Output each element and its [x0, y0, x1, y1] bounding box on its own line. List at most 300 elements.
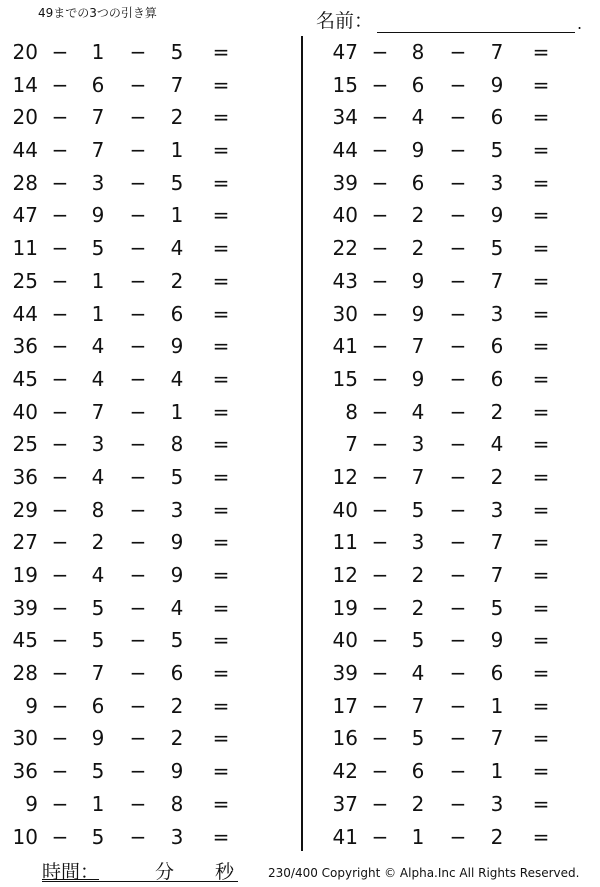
- equals-sign: =: [532, 759, 550, 784]
- second-number: 3: [91, 432, 105, 457]
- minus-sign: −: [371, 366, 389, 391]
- equals-sign: =: [532, 563, 550, 587]
- equals-sign: =: [212, 661, 230, 686]
- third-number: 8: [170, 791, 184, 816]
- minus-sign: −: [51, 759, 69, 784]
- problem-row: [0, 656, 300, 689]
- minus-sign: −: [371, 824, 389, 849]
- second-number: 6: [91, 72, 105, 97]
- minus-sign: −: [129, 40, 147, 64]
- third-number: 5: [490, 595, 504, 620]
- second-number: 2: [411, 236, 425, 261]
- first-number: 29: [12, 497, 38, 522]
- equals-sign: =: [212, 366, 230, 391]
- third-number: 5: [490, 236, 504, 261]
- second-number: 4: [411, 105, 425, 130]
- equals-sign: =: [212, 497, 230, 522]
- minus-sign: −: [449, 824, 467, 849]
- equals-sign: =: [212, 170, 230, 195]
- problem-row: [0, 68, 300, 101]
- problem-row: [320, 362, 600, 395]
- equals-sign: =: [532, 138, 550, 163]
- second-number: 4: [91, 366, 105, 391]
- minus-sign: −: [129, 464, 147, 489]
- minus-sign: −: [371, 563, 389, 587]
- first-number: 7: [345, 432, 358, 457]
- equals-sign: =: [532, 170, 550, 195]
- third-number: 9: [490, 628, 504, 653]
- problem-row: [0, 721, 300, 754]
- minus-sign: −: [51, 497, 69, 522]
- first-number: 41: [332, 334, 358, 359]
- minus-sign: −: [51, 301, 69, 326]
- second-number: 7: [411, 334, 425, 359]
- problem-row: [320, 460, 600, 493]
- equals-sign: =: [532, 432, 550, 457]
- third-number: 7: [490, 268, 504, 293]
- problem-row: [0, 591, 300, 624]
- minus-sign: −: [449, 40, 467, 64]
- equals-sign: =: [212, 399, 230, 424]
- minus-sign: −: [371, 399, 389, 424]
- minus-sign: −: [371, 530, 389, 555]
- minus-sign: −: [449, 236, 467, 261]
- minus-sign: −: [129, 268, 147, 293]
- minus-sign: −: [371, 236, 389, 261]
- problem-row: [320, 787, 600, 820]
- equals-sign: =: [532, 661, 550, 686]
- first-number: 20: [12, 40, 38, 64]
- third-number: 4: [490, 432, 504, 457]
- first-number: 14: [12, 72, 38, 97]
- minus-sign: −: [371, 203, 389, 228]
- first-number: 40: [332, 497, 358, 522]
- minus-sign: −: [129, 563, 147, 587]
- problem-row: [0, 623, 300, 656]
- third-number: 6: [490, 105, 504, 130]
- minus-sign: −: [371, 138, 389, 163]
- problem-row: [320, 395, 600, 428]
- second-number: 6: [411, 759, 425, 784]
- third-number: 5: [490, 138, 504, 163]
- minus-sign: −: [129, 170, 147, 195]
- equals-sign: =: [212, 138, 230, 163]
- minus-sign: −: [51, 366, 69, 391]
- problem-row: [320, 297, 600, 330]
- equals-sign: =: [212, 628, 230, 653]
- problem-row: [0, 460, 300, 493]
- equals-sign: =: [532, 334, 550, 359]
- time-blank-line[interactable]: [42, 881, 238, 882]
- name-field-area: [316, 6, 582, 33]
- third-number: 2: [490, 399, 504, 424]
- first-number: 25: [12, 432, 38, 457]
- first-number: 25: [12, 268, 38, 293]
- third-number: 1: [170, 399, 184, 424]
- first-number: 15: [332, 366, 358, 391]
- minus-sign: −: [371, 301, 389, 326]
- problem-row: [320, 721, 600, 754]
- second-number: 3: [411, 530, 425, 555]
- minus-sign: −: [129, 693, 147, 718]
- minus-sign: −: [129, 791, 147, 816]
- minus-sign: −: [371, 40, 389, 64]
- third-number: 5: [170, 40, 184, 64]
- problem-row: [320, 623, 600, 656]
- third-number: 1: [170, 203, 184, 228]
- third-number: 7: [490, 726, 504, 751]
- minus-sign: −: [51, 563, 69, 587]
- third-number: 1: [490, 759, 504, 784]
- minus-sign: −: [129, 432, 147, 457]
- minus-sign: −: [449, 105, 467, 130]
- minus-sign: −: [449, 628, 467, 653]
- equals-sign: =: [532, 497, 550, 522]
- second-number: 5: [91, 236, 105, 261]
- third-number: 2: [170, 105, 184, 130]
- equals-sign: =: [212, 824, 230, 849]
- first-number: 15: [332, 72, 358, 97]
- third-number: 3: [490, 497, 504, 522]
- problem-row: [320, 231, 600, 264]
- first-number: 28: [12, 661, 38, 686]
- third-number: 6: [170, 301, 184, 326]
- left-problem-column: [0, 35, 300, 852]
- name-end-mark: .: [577, 14, 583, 33]
- third-number: 5: [170, 464, 184, 489]
- minus-sign: −: [449, 366, 467, 391]
- minus-sign: −: [371, 268, 389, 293]
- time-label: 時間：: [42, 861, 100, 883]
- minus-sign: −: [51, 464, 69, 489]
- problem-row: [320, 591, 600, 624]
- problem-row: [320, 689, 600, 722]
- minus-sign: −: [129, 824, 147, 849]
- third-number: 3: [490, 170, 504, 195]
- equals-sign: =: [532, 399, 550, 424]
- first-number: 27: [12, 530, 38, 555]
- first-number: 42: [332, 759, 358, 784]
- second-number: 2: [411, 791, 425, 816]
- second-number: 1: [91, 301, 105, 326]
- first-number: 44: [12, 301, 38, 326]
- equals-sign: =: [212, 759, 230, 784]
- first-number: 9: [25, 693, 38, 718]
- first-number: 47: [332, 40, 358, 64]
- equals-sign: =: [532, 595, 550, 620]
- minus-sign: −: [129, 301, 147, 326]
- minus-sign: −: [51, 726, 69, 751]
- minus-sign: −: [371, 170, 389, 195]
- second-number: 1: [411, 824, 425, 849]
- minus-sign: −: [449, 759, 467, 784]
- third-number: 7: [170, 72, 184, 97]
- third-number: 2: [170, 693, 184, 718]
- first-number: 39: [12, 595, 38, 620]
- second-number: 9: [91, 203, 105, 228]
- third-number: 9: [170, 759, 184, 784]
- minus-sign: −: [129, 661, 147, 686]
- equals-sign: =: [212, 791, 230, 816]
- minus-sign: −: [129, 530, 147, 555]
- minus-sign: −: [51, 203, 69, 228]
- second-number: 7: [411, 464, 425, 489]
- minus-sign: −: [129, 399, 147, 424]
- equals-sign: =: [212, 301, 230, 326]
- second-number: 3: [411, 432, 425, 457]
- first-number: 12: [332, 563, 358, 587]
- problem-row: [0, 787, 300, 820]
- equals-sign: =: [212, 595, 230, 620]
- problem-row: [320, 820, 600, 853]
- problem-row: [320, 525, 600, 558]
- second-number: 2: [91, 530, 105, 555]
- second-number: 9: [411, 301, 425, 326]
- problem-row: [320, 100, 600, 133]
- second-number: 6: [411, 170, 425, 195]
- problem-row: [0, 198, 300, 231]
- minus-sign: −: [51, 661, 69, 686]
- minus-sign: −: [51, 40, 69, 64]
- second-number: 7: [91, 661, 105, 686]
- minus-sign: −: [51, 268, 69, 293]
- third-number: 2: [170, 726, 184, 751]
- third-number: 6: [490, 366, 504, 391]
- first-number: 34: [332, 105, 358, 130]
- minus-sign: −: [449, 693, 467, 718]
- second-number: 1: [91, 791, 105, 816]
- minus-sign: −: [449, 595, 467, 620]
- problem-row: [0, 35, 300, 68]
- minus-sign: −: [371, 105, 389, 130]
- problem-row: [0, 133, 300, 166]
- minus-sign: −: [449, 530, 467, 555]
- third-number: 3: [490, 791, 504, 816]
- third-number: 9: [170, 334, 184, 359]
- column-divider: [301, 36, 303, 851]
- equals-sign: =: [532, 628, 550, 653]
- problem-row: [0, 166, 300, 199]
- minus-sign: −: [129, 366, 147, 391]
- equals-sign: =: [212, 105, 230, 130]
- equals-sign: =: [212, 203, 230, 228]
- minus-sign: −: [449, 464, 467, 489]
- second-number: 3: [91, 170, 105, 195]
- equals-sign: =: [532, 464, 550, 489]
- second-number: 5: [411, 726, 425, 751]
- equals-sign: =: [532, 366, 550, 391]
- third-number: 1: [490, 693, 504, 718]
- second-number: 9: [411, 366, 425, 391]
- third-number: 9: [490, 72, 504, 97]
- second-number: 9: [411, 138, 425, 163]
- third-number: 4: [170, 366, 184, 391]
- third-number: 9: [170, 563, 184, 587]
- second-number: 5: [91, 628, 105, 653]
- minus-sign: −: [449, 203, 467, 228]
- first-number: 11: [332, 530, 358, 555]
- equals-sign: =: [532, 72, 550, 97]
- problem-row: [320, 68, 600, 101]
- second-number: 2: [411, 203, 425, 228]
- minus-sign: −: [371, 464, 389, 489]
- seconds-label: 秒: [215, 861, 235, 883]
- first-number: 36: [12, 759, 38, 784]
- third-number: 2: [490, 464, 504, 489]
- problem-row: [0, 493, 300, 526]
- problem-row: [0, 264, 300, 297]
- name-blank-line[interactable]: [377, 12, 575, 33]
- equals-sign: =: [212, 563, 230, 587]
- first-number: 40: [12, 399, 38, 424]
- copyright-text: 230/400 Copyright © Alpha.Inc All Rights Reserved.: [268, 866, 580, 880]
- minus-sign: −: [51, 72, 69, 97]
- right-problem-column: [320, 35, 600, 852]
- minus-sign: −: [51, 693, 69, 718]
- equals-sign: =: [532, 268, 550, 293]
- minus-sign: −: [51, 105, 69, 130]
- second-number: 1: [91, 268, 105, 293]
- third-number: 4: [170, 595, 184, 620]
- first-number: 12: [332, 464, 358, 489]
- third-number: 7: [490, 563, 504, 587]
- problem-row: [0, 329, 300, 362]
- minus-sign: −: [449, 497, 467, 522]
- equals-sign: =: [532, 726, 550, 751]
- minus-sign: −: [51, 170, 69, 195]
- problem-row: [0, 395, 300, 428]
- minus-sign: −: [51, 236, 69, 261]
- equals-sign: =: [212, 268, 230, 293]
- minus-sign: −: [51, 530, 69, 555]
- minus-sign: −: [449, 563, 467, 587]
- equals-sign: =: [532, 236, 550, 261]
- minus-sign: −: [51, 791, 69, 816]
- first-number: 8: [345, 399, 358, 424]
- minus-sign: −: [129, 72, 147, 97]
- minus-sign: −: [371, 693, 389, 718]
- minus-sign: −: [371, 432, 389, 457]
- problem-row: [320, 133, 600, 166]
- problem-row: [0, 362, 300, 395]
- equals-sign: =: [212, 693, 230, 718]
- third-number: 4: [170, 236, 184, 261]
- problem-row: [320, 264, 600, 297]
- problem-row: [320, 754, 600, 787]
- first-number: 11: [12, 236, 38, 261]
- first-number: 44: [12, 138, 38, 163]
- minus-sign: −: [129, 497, 147, 522]
- third-number: 3: [170, 824, 184, 849]
- first-number: 36: [12, 464, 38, 489]
- second-number: 8: [411, 40, 425, 64]
- third-number: 3: [490, 301, 504, 326]
- equals-sign: =: [212, 40, 230, 64]
- second-number: 6: [91, 693, 105, 718]
- second-number: 4: [91, 334, 105, 359]
- equals-sign: =: [532, 693, 550, 718]
- equals-sign: =: [532, 105, 550, 130]
- minus-sign: −: [449, 432, 467, 457]
- third-number: 1: [170, 138, 184, 163]
- name-label: 名前：: [316, 10, 374, 32]
- equals-sign: =: [532, 530, 550, 555]
- equals-sign: =: [212, 72, 230, 97]
- minus-sign: −: [449, 138, 467, 163]
- minus-sign: −: [129, 628, 147, 653]
- third-number: 2: [170, 268, 184, 293]
- equals-sign: =: [532, 791, 550, 816]
- first-number: 19: [12, 563, 38, 587]
- second-number: 7: [411, 693, 425, 718]
- problem-row: [0, 558, 300, 591]
- minus-sign: −: [371, 628, 389, 653]
- second-number: 8: [91, 497, 105, 522]
- first-number: 40: [332, 203, 358, 228]
- third-number: 7: [490, 530, 504, 555]
- first-number: 44: [332, 138, 358, 163]
- equals-sign: =: [532, 40, 550, 64]
- third-number: 9: [490, 203, 504, 228]
- second-number: 4: [411, 661, 425, 686]
- minus-sign: −: [449, 301, 467, 326]
- first-number: 9: [25, 791, 38, 816]
- minus-sign: −: [449, 791, 467, 816]
- problem-row: [320, 329, 600, 362]
- minus-sign: −: [449, 268, 467, 293]
- minus-sign: −: [371, 726, 389, 751]
- second-number: 5: [91, 824, 105, 849]
- minus-sign: −: [51, 595, 69, 620]
- equals-sign: =: [212, 334, 230, 359]
- second-number: 5: [411, 497, 425, 522]
- second-number: 5: [91, 759, 105, 784]
- minus-sign: −: [371, 791, 389, 816]
- minus-sign: −: [51, 432, 69, 457]
- problem-row: [320, 198, 600, 231]
- first-number: 37: [332, 791, 358, 816]
- third-number: 5: [170, 628, 184, 653]
- problem-row: [0, 689, 300, 722]
- equals-sign: =: [212, 464, 230, 489]
- minus-sign: −: [371, 497, 389, 522]
- first-number: 41: [332, 824, 358, 849]
- equals-sign: =: [212, 530, 230, 555]
- second-number: 7: [91, 138, 105, 163]
- minus-sign: −: [51, 334, 69, 359]
- minus-sign: −: [129, 595, 147, 620]
- equals-sign: =: [212, 236, 230, 261]
- second-number: 1: [91, 40, 105, 64]
- minus-sign: −: [129, 203, 147, 228]
- third-number: 2: [490, 824, 504, 849]
- minutes-label: 分: [155, 861, 175, 883]
- problem-row: [320, 166, 600, 199]
- minus-sign: −: [129, 236, 147, 261]
- minus-sign: −: [129, 138, 147, 163]
- equals-sign: =: [532, 301, 550, 326]
- second-number: 9: [411, 268, 425, 293]
- first-number: 22: [332, 236, 358, 261]
- minus-sign: −: [129, 759, 147, 784]
- minus-sign: −: [129, 334, 147, 359]
- minus-sign: −: [449, 399, 467, 424]
- first-number: 10: [12, 824, 38, 849]
- second-number: 4: [91, 464, 105, 489]
- first-number: 39: [332, 170, 358, 195]
- second-number: 6: [411, 72, 425, 97]
- minus-sign: −: [449, 170, 467, 195]
